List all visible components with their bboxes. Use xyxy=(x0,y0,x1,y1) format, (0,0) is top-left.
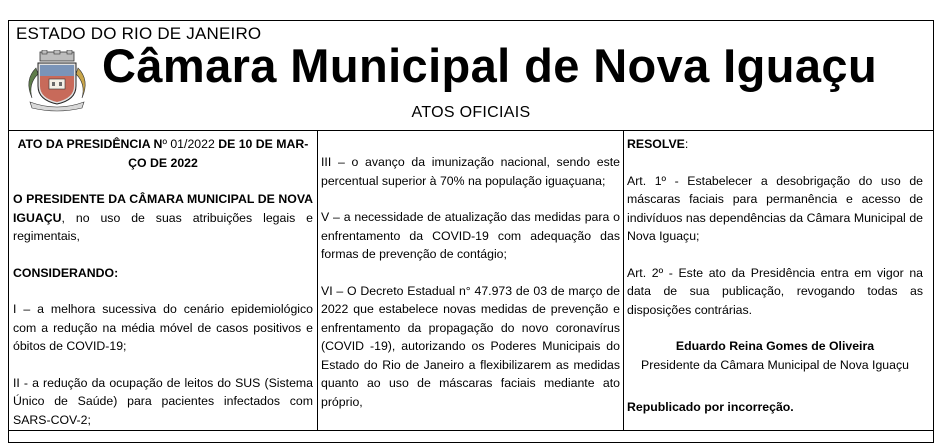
article-1: Art. 1º - Estabelecer a desobrigação do uso de máscaras faciais para permanência e acesso de indivíduos nas dependências da Câmara Municipal de Nova Iguaçu; xyxy=(627,173,923,243)
preamble: O PRESIDENTE DA CÂMARA MUNICIPAL DE NOVA IGUAÇU, no uso de suas atribuições legais e regimentais, xyxy=(13,192,313,243)
column-divider xyxy=(623,130,624,430)
act-heading: ATO DA PRESIDÊNCIA Nº 01/2022 DE 10 DE MAR- ÇO DE 2022 xyxy=(17,137,309,170)
section-subtitle: ATOS OFICIAIS xyxy=(411,104,531,121)
article-2: Art. 2º - Este ato da Presidência entra em vigor na data de sua publicação, revogando todas as disposições contrárias. xyxy=(627,265,923,317)
column-2 xyxy=(321,153,620,411)
signer-name: Eduardo Reina Gomes de Oliveira xyxy=(675,339,875,353)
column-divider xyxy=(317,130,318,430)
republication-note: Republicado por incorreção. xyxy=(627,400,794,414)
considering-item-5: V – a necessidade de atualização das medidas para o enfrentamento da COVID-19 com adequação das formas de prevenção de contágio; xyxy=(321,210,620,261)
resolve-heading: RESOLVE: xyxy=(627,137,689,151)
divider xyxy=(8,430,934,431)
state-name: ESTADO DO RIO DE JANEIRO xyxy=(16,24,262,43)
considering-item-3: III – o avanço da imunização nacional, sendo este percentual superior à 70% na população iguaçuana; xyxy=(321,155,620,188)
divider xyxy=(8,130,934,131)
column-3 xyxy=(627,135,923,417)
column-1 xyxy=(13,135,313,429)
considering-item-1: I – a melhora sucessiva do cenário epidemiológico com a redução na média móvel de casos positivos e óbitos de COVID-19; xyxy=(13,302,313,353)
coat-of-arms-icon xyxy=(18,50,96,112)
page-title: Câmara Municipal de Nova Iguaçu xyxy=(102,39,878,92)
considering-item-6: VI – O Decreto Estadual n° 47.973 de 03 de março de 2022 que estabelece novas medidas de prevenção e enfrentamento da propagação do novo coronavírus (COVID -19), autorizando os Poderes Municipais do Estado do Rio de Janeiro a flexibilizarem as medidas quanto ao uso de máscaras faciais mediante ato próprio, xyxy=(321,283,620,409)
considering-item-2: II - a redução da ocupação de leitos do SUS (Sistema Único de Saúde) para pacientes infectados com SARS-COV-2; xyxy=(13,375,313,427)
signer-role: Presidente da Câmara Municipal de Nova Iguaçu xyxy=(641,357,909,372)
considering-heading: CONSIDERANDO: xyxy=(13,265,119,280)
